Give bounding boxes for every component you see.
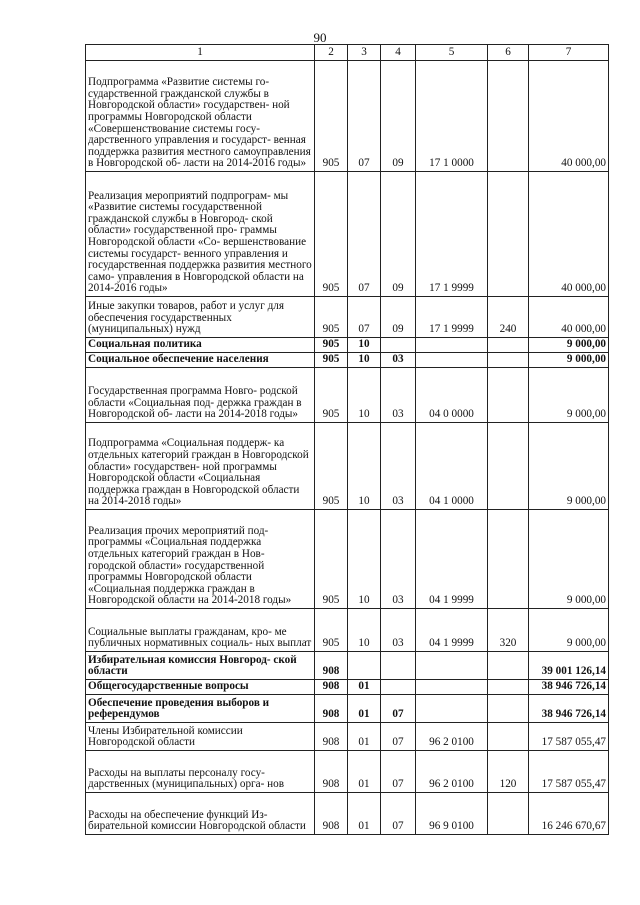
table-row (86, 751, 609, 793)
target-article-code: 04 1 9999 (416, 510, 488, 609)
column-header: 1 (86, 45, 315, 61)
amount: 17 587 055,47 (529, 723, 609, 751)
subsection-code: 09 (381, 297, 416, 338)
amount: 40 000,00 (529, 61, 609, 172)
column-header: 2 (315, 45, 348, 61)
section-code: 10 (348, 353, 381, 368)
amount: 16 246 670,67 (529, 793, 609, 835)
expense-name: Социальные выплаты гражданам, кро- ме публичных нормативных социаль- ных выплат (86, 609, 315, 652)
section-code: 10 (348, 423, 381, 510)
target-article-code: 04 1 9999 (416, 609, 488, 652)
subsection-code: 07 (381, 723, 416, 751)
expense-type-code (488, 723, 529, 751)
section-code: 07 (348, 297, 381, 338)
section-code: 01 (348, 695, 381, 723)
subsection-code: 03 (381, 368, 416, 423)
subsection-code: 09 (381, 172, 416, 297)
expense-type-code (488, 423, 529, 510)
amount: 38 946 726,14 (529, 695, 609, 723)
section-code: 07 (348, 172, 381, 297)
expense-name: Иные закупки товаров, работ и услуг для обеспечения государственных (муниципальных) нужд (86, 297, 315, 338)
section-code: 01 (348, 723, 381, 751)
ministry-code: 905 (315, 297, 348, 338)
expense-name: Реализация прочих мероприятий под- программы «Социальная поддержка отдельных категорий граждан в Нов- городской области» государственной программы Новгородской области «Социальная поддержка граждан в Новгородской области на 2014-2018 годы» (86, 510, 315, 609)
expense-name: Избирательная комиссия Новгород- ской области (86, 652, 315, 680)
ministry-code: 908 (315, 680, 348, 695)
column-header: 4 (381, 45, 416, 61)
target-article-code: 96 2 0100 (416, 751, 488, 793)
expense-name: Подпрограмма «Развитие системы го- сударственной гражданской службы в Новгородской области» государствен- ной программы Новгородской области «Совершенствование системы госу- дарственного управления и государст- венная поддержка развития местного самоуправления в Новгородской об- ласти на 2014-2016 годы» (86, 61, 315, 172)
target-article-code: 17 1 0000 (416, 61, 488, 172)
ministry-code: 905 (315, 61, 348, 172)
expense-type-code (488, 61, 529, 172)
expense-name: Члены Избирательной комиссии Новгородской области (86, 723, 315, 751)
target-article-code: 96 9 0100 (416, 793, 488, 835)
subsection-code: 07 (381, 695, 416, 723)
expense-name: Государственная программа Новго- родской области «Социальная под- держка граждан в Новгородской об- ласти на 2014-2018 годы» (86, 368, 315, 423)
target-article-code: 17 1 9999 (416, 172, 488, 297)
subsection-code (381, 338, 416, 353)
subsection-code (381, 680, 416, 695)
ministry-code: 908 (315, 723, 348, 751)
section-code: 10 (348, 609, 381, 652)
expense-type-code (488, 680, 529, 695)
expense-type-code (488, 353, 529, 368)
section-code: 01 (348, 751, 381, 793)
ministry-code: 905 (315, 172, 348, 297)
table-row (86, 793, 609, 835)
table-row (86, 61, 609, 172)
table-row (86, 723, 609, 751)
target-article-code (416, 338, 488, 353)
section-code: 10 (348, 368, 381, 423)
target-article-code (416, 652, 488, 680)
page-number: 90 (313, 30, 327, 45)
ministry-code: 905 (315, 423, 348, 510)
amount: 17 587 055,47 (529, 751, 609, 793)
table-header-row (86, 45, 609, 61)
expense-type-code: 320 (488, 609, 529, 652)
ministry-code: 905 (315, 510, 348, 609)
target-article-code: 96 2 0100 (416, 723, 488, 751)
ministry-code: 908 (315, 695, 348, 723)
column-header: 6 (488, 45, 529, 61)
subsection-code: 03 (381, 353, 416, 368)
expense-name: Реализация мероприятий подпрограм- мы «Развитие системы государственной гражданской службы в Новгород- ской области» государственной про- граммы Новгородской области «Со- вершенствование системы государст- венного управления и государственная поддержка развития местного само- управления в Новгородской области на 2014-2016 годы» (86, 172, 315, 297)
table-row (86, 353, 609, 368)
amount: 9 000,00 (529, 353, 609, 368)
amount: 38 946 726,14 (529, 680, 609, 695)
subsection-code (381, 652, 416, 680)
expense-name: Обеспечение проведения выборов и референдумов (86, 695, 315, 723)
target-article-code: 04 1 0000 (416, 423, 488, 510)
subsection-code: 03 (381, 510, 416, 609)
ministry-code: 908 (315, 793, 348, 835)
expense-type-code (488, 338, 529, 353)
expense-type-code (488, 695, 529, 723)
ministry-code: 908 (315, 652, 348, 680)
table-row (86, 368, 609, 423)
amount: 9 000,00 (529, 368, 609, 423)
ministry-code: 905 (315, 338, 348, 353)
target-article-code (416, 695, 488, 723)
column-header: 3 (348, 45, 381, 61)
amount: 9 000,00 (529, 510, 609, 609)
amount: 9 000,00 (529, 423, 609, 510)
expense-type-code: 240 (488, 297, 529, 338)
expense-type-code (488, 172, 529, 297)
table-row (86, 695, 609, 723)
expense-type-code: 120 (488, 751, 529, 793)
expense-name: Общегосударственные вопросы (86, 680, 315, 695)
table-row (86, 609, 609, 652)
expense-type-code (488, 510, 529, 609)
subsection-code: 09 (381, 61, 416, 172)
amount: 40 000,00 (529, 297, 609, 338)
ministry-code: 905 (315, 353, 348, 368)
ministry-code: 905 (315, 609, 348, 652)
table-row (86, 652, 609, 680)
expense-name: Социальное обеспечение населения (86, 353, 315, 368)
ministry-code: 908 (315, 751, 348, 793)
expense-name: Расходы на обеспечение функций Из- бирательной комиссии Новгородской области (86, 793, 315, 835)
target-article-code: 17 1 9999 (416, 297, 488, 338)
subsection-code: 07 (381, 793, 416, 835)
ministry-code: 905 (315, 368, 348, 423)
table-row (86, 680, 609, 695)
budget-table (85, 44, 609, 835)
column-header: 7 (529, 45, 609, 61)
table-row (86, 338, 609, 353)
expense-type-code (488, 368, 529, 423)
table-row (86, 297, 609, 338)
table-row (86, 423, 609, 510)
expense-name: Подпрограмма «Социальная поддерж- ка отдельных категорий граждан в Новгородской области» государствен- ной программы Новгородской области «Социальная поддержка граждан в Новгородской области на 2014-2018 годы» (86, 423, 315, 510)
amount: 39 001 126,14 (529, 652, 609, 680)
expense-name: Расходы на выплаты персоналу госу- дарственных (муниципальных) орга- нов (86, 751, 315, 793)
section-code: 07 (348, 61, 381, 172)
expense-type-code (488, 793, 529, 835)
section-code (348, 652, 381, 680)
column-header: 5 (416, 45, 488, 61)
amount: 9 000,00 (529, 609, 609, 652)
target-article-code (416, 680, 488, 695)
target-article-code (416, 353, 488, 368)
amount: 9 000,00 (529, 338, 609, 353)
subsection-code: 07 (381, 751, 416, 793)
table-row (86, 510, 609, 609)
expense-type-code (488, 652, 529, 680)
section-code: 01 (348, 680, 381, 695)
subsection-code: 03 (381, 609, 416, 652)
section-code: 10 (348, 510, 381, 609)
section-code: 10 (348, 338, 381, 353)
expense-name: Социальная политика (86, 338, 315, 353)
table-row (86, 172, 609, 297)
section-code: 01 (348, 793, 381, 835)
target-article-code: 04 0 0000 (416, 368, 488, 423)
subsection-code: 03 (381, 423, 416, 510)
amount: 40 000,00 (529, 172, 609, 297)
